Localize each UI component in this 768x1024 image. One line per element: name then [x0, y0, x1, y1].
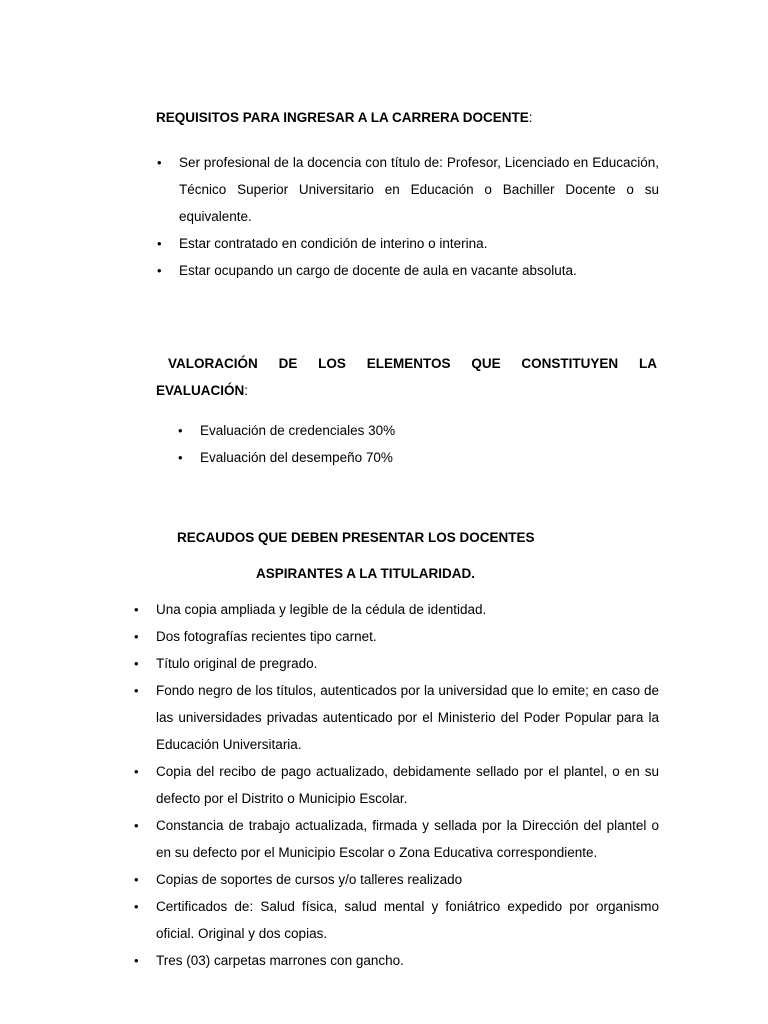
list-item — [157, 257, 659, 284]
bullet-icon: • — [178, 450, 183, 465]
list-item-text: Evaluación del desempeño 70% — [200, 450, 393, 465]
bullet-icon: • — [178, 423, 183, 438]
list-item — [157, 230, 659, 257]
requisitos-list — [157, 149, 659, 284]
recaudos-heading-line2: ASPIRANTES A LA TITULARIDAD. — [256, 566, 475, 581]
bullet-icon: • — [134, 872, 139, 887]
bullet-icon: • — [134, 656, 139, 671]
list-item — [134, 677, 659, 758]
bullet-icon: • — [157, 236, 162, 251]
heading-colon: : — [528, 110, 533, 125]
valoracion-heading — [156, 350, 657, 404]
list-item-text: Estar ocupando un cargo de docente de aula en vacante absoluta. — [179, 263, 577, 278]
requisitos-heading — [156, 110, 533, 125]
bullet-icon: • — [134, 818, 139, 833]
list-item-text: Ser profesional de la docencia con título de: Profesor, Licenciado en Educación, Técnico Superior Universitario en Educación o Bachiller Docente o su equivalente. — [179, 155, 659, 224]
list-item-text: Título original de pregrado. — [156, 656, 318, 671]
list-item — [134, 758, 659, 812]
bullet-icon: • — [157, 155, 162, 170]
requisitos-title: REQUISITOS PARA INGRESAR A LA CARRERA DOCENTE — [156, 110, 529, 125]
bullet-icon: • — [134, 683, 139, 698]
bullet-icon: • — [134, 629, 139, 644]
bullet-icon: • — [134, 764, 139, 779]
recaudos-heading-line1: RECAUDOS QUE DEBEN PRESENTAR LOS DOCENTES — [177, 530, 535, 545]
list-item — [134, 623, 659, 650]
bullet-icon: • — [157, 263, 162, 278]
list-item — [134, 812, 659, 866]
list-item-text: Una copia ampliada y legible de la cédula de identidad. — [156, 602, 487, 617]
list-item — [178, 417, 500, 444]
list-item — [134, 866, 659, 893]
list-item — [178, 444, 500, 471]
list-item-text: Copias de soportes de cursos y/o talleres realizado — [156, 872, 463, 887]
bullet-icon: • — [134, 602, 139, 617]
heading-colon: : — [244, 383, 249, 398]
list-item-text: Fondo negro de los títulos, autenticados por la universidad que lo emite; en caso de las universidades privadas autenticado por el Ministerio del Poder Popular para la Educación Universitaria. — [156, 683, 659, 752]
list-item — [134, 947, 659, 974]
list-item-text: Constancia de trabajo actualizada, firmada y sellada por la Dirección del plantel o en su defecto por el Municipio Escolar o Zona Educativa correspondiente. — [156, 818, 659, 860]
valoracion-title-line2: EVALUACIÓN — [156, 383, 245, 398]
list-item-text: Copia del recibo de pago actualizado, debidamente sellado por el plantel, o en su defecto por el Distrito o Municipio Escolar. — [156, 764, 659, 806]
list-item-text: Certificados de: Salud física, salud mental y foniátrico expedido por organismo oficial. Original y dos copias. — [156, 899, 659, 941]
recaudos-list — [134, 596, 659, 974]
list-item-text: Estar contratado en condición de interino o interina. — [179, 236, 488, 251]
list-item — [134, 893, 659, 947]
bullet-icon: • — [134, 953, 139, 968]
list-item — [134, 596, 659, 623]
list-item-text: Dos fotografías recientes tipo carnet. — [156, 629, 377, 644]
list-item-text: Evaluación de credenciales 30% — [200, 423, 396, 438]
list-item-text: Tres (03) carpetas marrones con gancho. — [156, 953, 404, 968]
list-item — [157, 149, 659, 230]
bullet-icon: • — [134, 899, 139, 914]
valoracion-title-line1: VALORACIÓN DE LOS ELEMENTOS QUE CONSTITUYEN LA — [168, 356, 657, 371]
valoracion-list — [178, 417, 500, 471]
list-item — [134, 650, 659, 677]
